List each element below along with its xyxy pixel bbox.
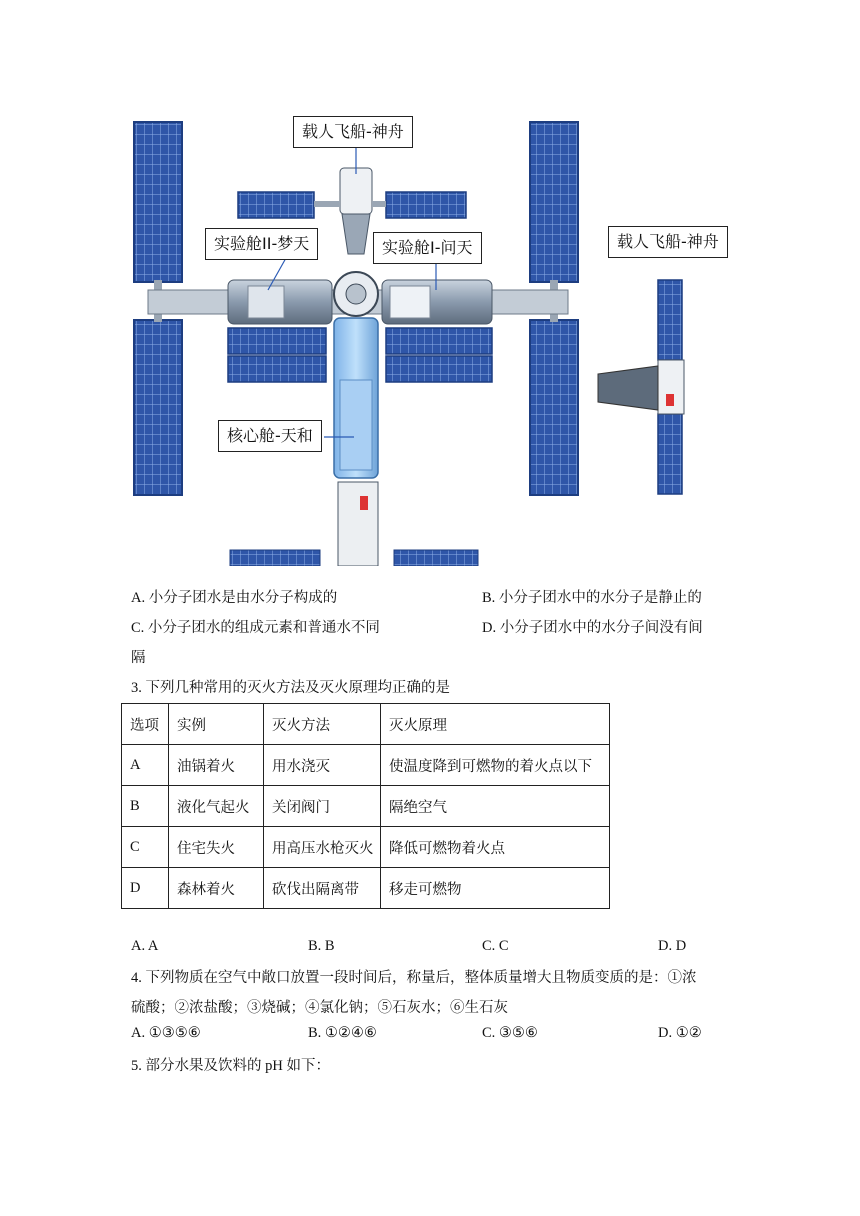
table-cell: C — [122, 827, 169, 868]
table-cell: B — [122, 786, 169, 827]
table-cell: 油锅着火 — [169, 745, 264, 786]
q3-table — [121, 703, 610, 909]
q2-option-c: C. 小分子团水的组成元素和普通水不同 — [131, 620, 380, 636]
table-header-cell: 选项 — [122, 704, 169, 745]
q4-stem-line2: 硫酸；②浓盐酸；③烧碱；④氯化钠；⑤石灰水；⑥生石灰 — [131, 1000, 508, 1016]
table-cell: 液化气起火 — [169, 786, 264, 827]
table-cell: 用高压水枪灭火 — [264, 827, 381, 868]
q3-option-b: B. B — [308, 938, 335, 954]
table-row — [122, 827, 610, 868]
table-cell: 降低可燃物着火点 — [381, 827, 610, 868]
label-tianhe: 核心舱-天和 — [218, 420, 322, 452]
q3-option-c: C. C — [482, 938, 509, 954]
q2-option-d: D. 小分子团水中的水分子间没有间 — [482, 620, 703, 636]
q4-option-a: A. ①③⑤⑥ — [131, 1025, 201, 1041]
table-cell: 住宅失火 — [169, 827, 264, 868]
table-cell: 森林着火 — [169, 868, 264, 909]
space-station-illustration — [128, 104, 742, 566]
q2-option-d-wrap: 隔 — [131, 650, 146, 666]
table-row — [122, 745, 610, 786]
table-cell: 隔绝空气 — [381, 786, 610, 827]
q4-stem-line1: 4. 下列物质在空气中敞口放置一段时间后，称量后，整体质量增大且物质变质的是：①浓 — [131, 970, 697, 986]
q4-option-c: C. ③⑤⑥ — [482, 1025, 538, 1041]
label-wentian: 实验舱I-问天 — [373, 232, 482, 264]
table-cell: 用水浇灭 — [264, 745, 381, 786]
label-mengtian: 实验舱II-梦天 — [205, 228, 318, 260]
q2-option-b: B. 小分子团水中的水分子是静止的 — [482, 590, 702, 606]
table-cell: A — [122, 745, 169, 786]
label-shenzhou-right: 载人飞船-神舟 — [608, 226, 728, 258]
label-shenzhou-top: 载人飞船-神舟 — [293, 116, 413, 148]
table-header-cell: 灭火原理 — [381, 704, 610, 745]
table-cell: 砍伐出隔离带 — [264, 868, 381, 909]
table-cell: 移走可燃物 — [381, 868, 610, 909]
table-cell: 关闭阀门 — [264, 786, 381, 827]
table-row — [122, 786, 610, 827]
table-header-cell: 实例 — [169, 704, 264, 745]
q3-stem: 3. 下列几种常用的灭火方法及灭火原理均正确的是 — [131, 680, 450, 696]
table-cell: D — [122, 868, 169, 909]
q2-option-a: A. 小分子团水是由水分子构成的 — [131, 590, 338, 606]
table-cell: 使温度降到可燃物的着火点以下 — [381, 745, 610, 786]
q3-option-d: D. D — [658, 938, 687, 954]
q3-option-a: A. A — [131, 938, 159, 954]
table-row — [122, 868, 610, 909]
table-header-row — [122, 704, 610, 745]
q5-stem: 5. 部分水果及饮料的 pH 如下： — [131, 1058, 330, 1074]
space-station-figure — [128, 104, 742, 566]
q4-option-b: B. ①②④⑥ — [308, 1025, 377, 1041]
q4-option-d: D. ①② — [658, 1025, 702, 1041]
table-header-cell: 灭火方法 — [264, 704, 381, 745]
